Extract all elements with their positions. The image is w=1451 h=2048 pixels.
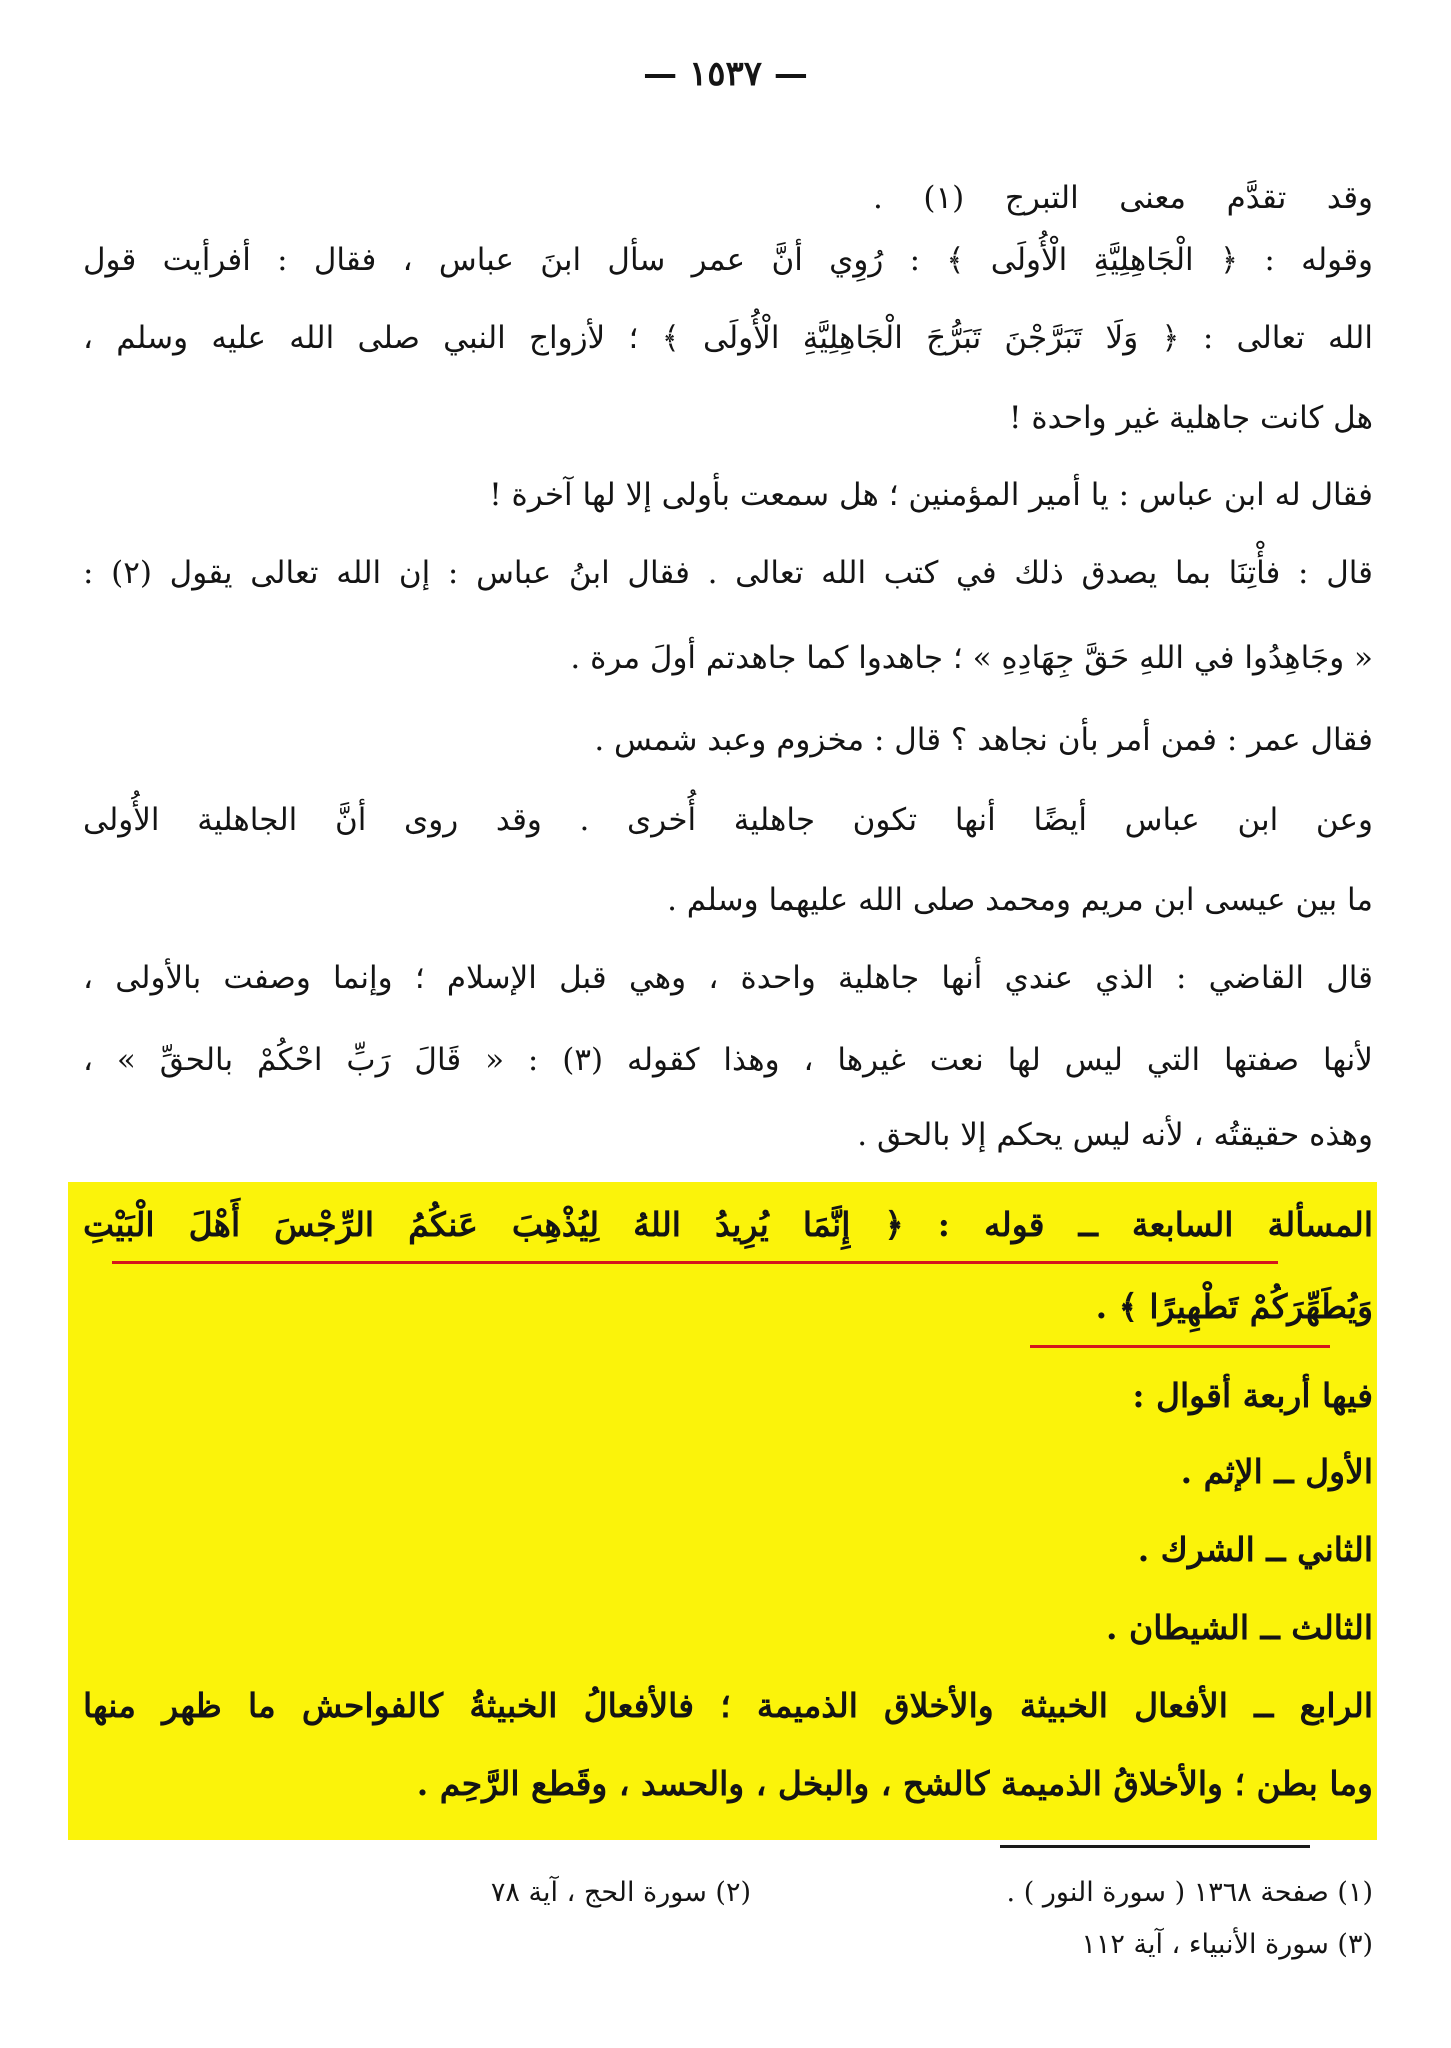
body-line-6: قال : فأْتِنَا بما يصدق ذلك في كتب الله تعالى . فقال ابنُ عباس : إن الله تعالى يقول (٢) : [83,555,1373,591]
body-line-11: قال القاضي : الذي عندي أنها جاهلية واحدة ، وهي قبل الإسلام ؛ وإنما وصفت بالأولى ، [83,960,1373,996]
body-line-10: ما بين عيسى ابن مريم ومحمد صلى الله عليهما وسلم . [667,882,1373,918]
issue-seven-verse-end: وَيُطَهِّرَكُمْ تَطْهِيرًا ﴾ . [1095,1287,1373,1326]
issue-seven-heading: المسألة السابعة ــ قوله : ﴿ إِنَّمَا يُرِيدُ اللهُ لِيُذْهِبَ عَنكُمُ الرِّجْسَ أَهْلَ الْبَيْتِ [83,1205,1373,1244]
opinion-fourth-cont: وما بطن ؛ والأخلاقُ الذميمة كالشح ، والبخل ، والحسد ، وقَطع الرَّحِم . [416,1764,1373,1803]
page-number: — ١٥٣٧ — [643,54,808,94]
opinion-first: الأول ــ الإثم . [1180,1452,1373,1491]
four-opinions-line: فيها أربعة أقوال : [1132,1376,1373,1415]
opinion-third: الثالث ــ الشيطان . [1106,1608,1373,1647]
body-line-5: فقال له ابن عباس : يا أمير المؤمنين ؛ هل سمعت بأولى إلا لها آخرة ! [489,477,1373,513]
body-line-12: لأنها صفتها التي ليس لها نعت غيرها ، وهذا كقوله (٣) : « قَالَ رَبِّ احْكُمْ بالحقِّ » ، [83,1042,1373,1078]
body-line-8: فقال عمر : فمن أمر بأن نجاهد ؟ قال : مخزوم وعبد شمس . [594,722,1373,758]
red-underline-1 [112,1261,1278,1264]
body-line-13: وهذه حقيقتُه ، لأنه ليس يحكم إلا بالحق . [857,1117,1373,1153]
body-line-7: « وجَاهِدُوا في اللهِ حَقَّ جِهَادِهِ » ؛ جاهدوا كما جاهدتم أولَ مرة . [570,640,1373,676]
opinion-fourth: الرابع ــ الأفعال الخبيثة والأخلاق الذميمة ؛ فالأفعالُ الخبيثةُ كالفواحش ما ظهر منها [83,1686,1373,1725]
red-underline-2 [1030,1345,1330,1348]
highlighted-passage [68,1182,1377,1840]
footnote-3: (٣) سورة الأنبياء ، آية ١١٢ [1081,1929,1373,1960]
body-line-9: وعن ابن عباس أيضًا أنها تكون جاهلية أُخرى . وقد روى أنَّ الجاهلية الأُولى [83,802,1373,838]
footnote-separator [1000,1845,1310,1848]
body-line-3: الله تعالى : ﴿ وَلَا تَبَرَّجْنَ تَبَرُّجَ الْجَاهِلِيَّةِ الْأُولَى ﴾ ؛ لأزواج النبي صلى الله عليه وسلم ، [83,320,1373,356]
footnote-1: (١) صفحة ١٣٦٨ ( سورة النور ) . [1006,1877,1373,1908]
opinion-second: الثاني ــ الشرك . [1137,1530,1373,1569]
body-line-4: هل كانت جاهلية غير واحدة ! [1009,400,1373,436]
footnote-2: (٢) سورة الحج ، آية ٧٨ [490,1877,751,1908]
body-line-2: وقوله : ﴿ الْجَاهِلِيَّةِ الْأُولَى ﴾ : رُوِي أنَّ عمر سأل ابنَ عباس ، فقال : أفرأيت قول [83,242,1373,278]
body-line-1: وقد تقدَّم معنى التبرج (١) . [873,180,1373,216]
